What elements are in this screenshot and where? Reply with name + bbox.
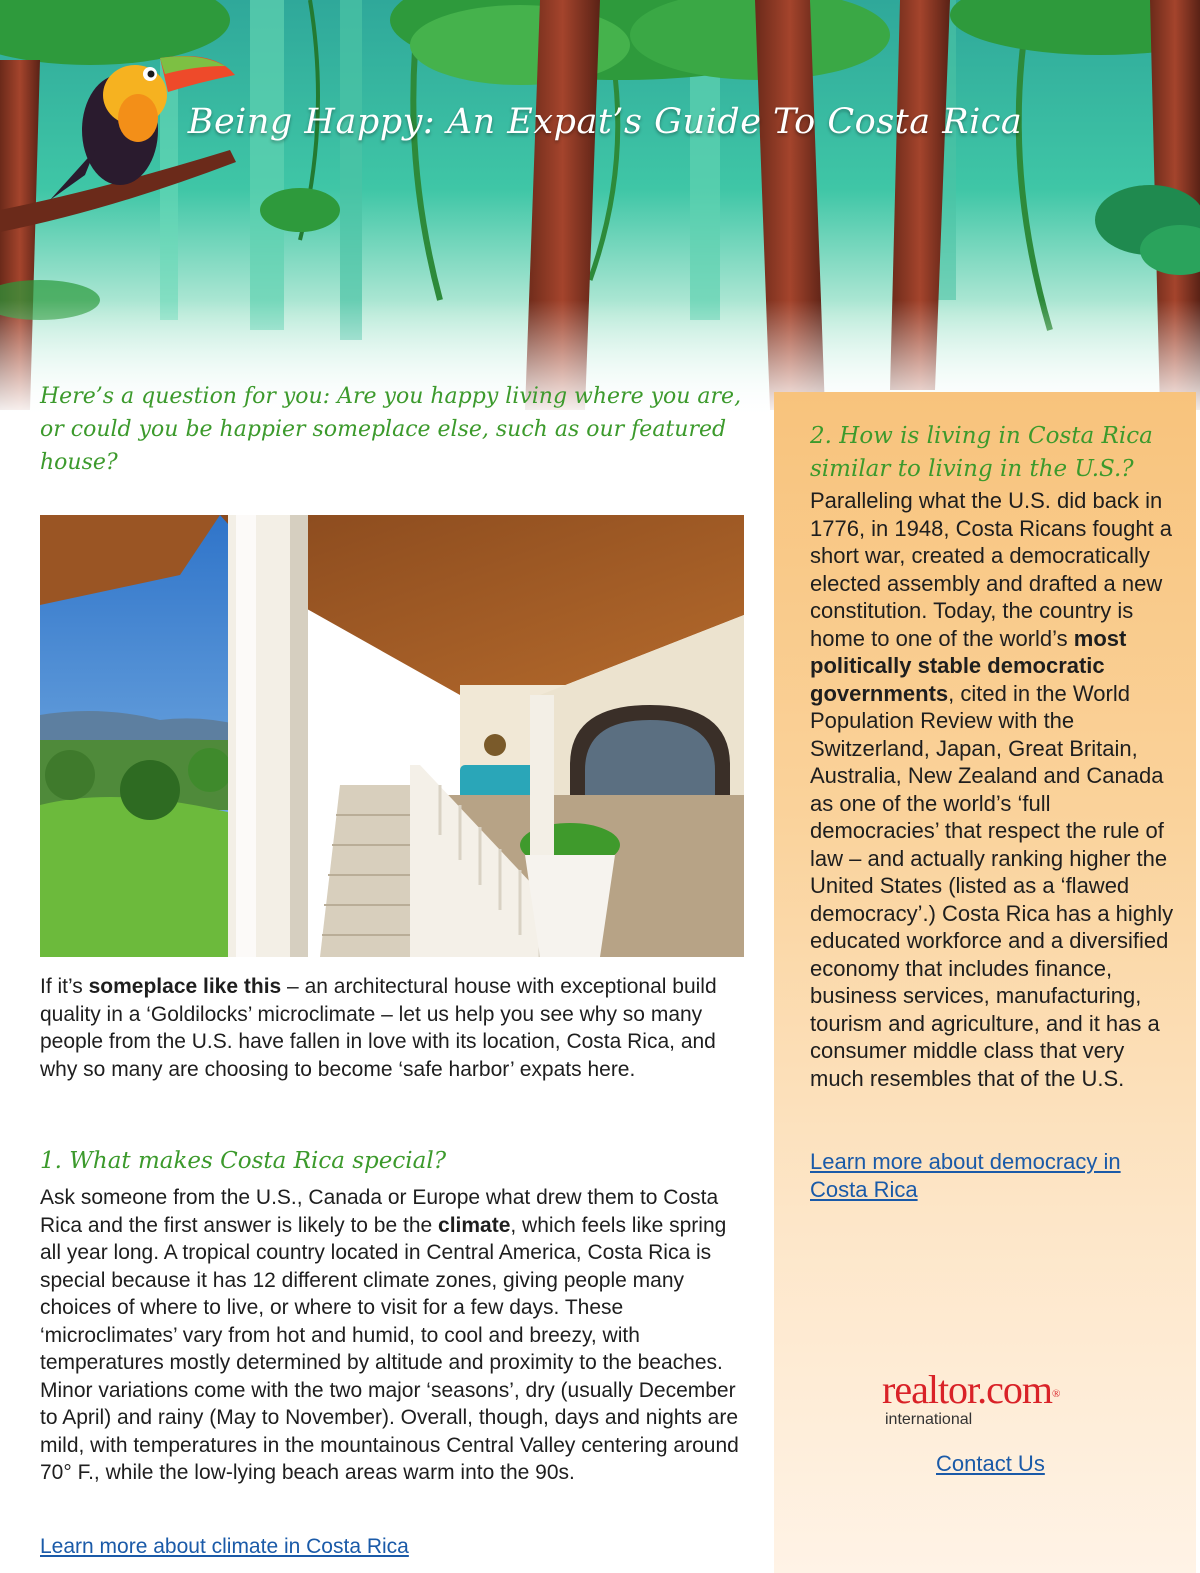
registered-mark: ®	[1052, 1388, 1060, 1400]
section-heading-democracy: 2. How is living in Costa Rica similar to living in the U.S.?	[810, 423, 1153, 482]
democracy-link[interactable]: Learn more about democracy in Costa Rica	[810, 1149, 1121, 1202]
climate-link[interactable]: Learn more about climate in Costa Rica	[40, 1535, 409, 1558]
contact-link[interactable]: Contact Us	[936, 1451, 1045, 1476]
jungle-illustration	[0, 0, 1200, 420]
bold-phrase: climate	[438, 1213, 511, 1237]
veranda-image	[40, 515, 744, 957]
bold-phrase: most politically stable democratic governments	[810, 625, 1127, 706]
page-title: Being Happy: An Expat’s Guide To Costa Rica	[187, 102, 1023, 142]
logo-subtitle: international	[885, 1411, 973, 1428]
sidebar-panel	[774, 392, 1196, 1573]
logo-wordmark: realtor.com	[882, 1367, 1053, 1412]
intro-paragraph: If it’s someplace like this – an architectural house with exceptional build quality in a ‘Goldilocks’ microclimate – let us help you see why so many people from the U.S. have fallen in love with its location, Costa Rica, and why so many are choosing to become ‘safe harbor’ expats here.	[40, 975, 717, 1081]
section-heading-climate: 1. What makes Costa Rica special?	[40, 1148, 447, 1174]
climate-paragraph: Ask someone from the U.S., Canada or Europe what drew them to Costa Rica and the first answer is likely to be the climate, which feels like spring all year long. A tropical country located in Central America, Costa Rica is special because it has 12 different climate zones, giving people many choices of where to live, or where to visit for a few days. These ‘microclimates’ vary from hot and humid, to cool and breezy, with temperatures mostly determined by altitude and proximity to the beaches. Minor variations come with the two major ‘seasons’, dry (usually December to April) and rainy (May to November). Overall, though, days and nights are mild, with temperatures in the mountainous Central Valley centering around 70° F., while the low-lying beach areas warm into the 90s.	[40, 1186, 739, 1484]
democracy-paragraph: Paralleling what the U.S. did back in 1776, in 1948, Costa Ricans fought a short war, created a democratically elected assembly and drafted a new constitution. Today, the country is home to one of the world’s most politically stable democratic governments, cited in the World Population Review with the Switzerland, Japan, Great Britain, Australia, New Zealand and Canada as one of the world’s ‘full democracies’ that respect the rule of law – and actually ranking higher the United States (listed as a ‘flawed democracy’.) Costa Rica has a highly educated workforce and a diversified economy that includes finance, business services, manufacturing, tourism and agriculture, and it has a consumer middle class that very much resembles that of the U.S.	[810, 488, 1174, 1091]
hero-banner	[0, 0, 1200, 420]
featured-house-photo	[40, 515, 744, 957]
realtor-logo[interactable]	[882, 1367, 1112, 1429]
intro-question: Here’s a question for you: Are you happy living where you are, or could you be happier someplace else, such as our featured house?	[40, 384, 742, 475]
bold-phrase: someplace like this	[88, 975, 282, 998]
